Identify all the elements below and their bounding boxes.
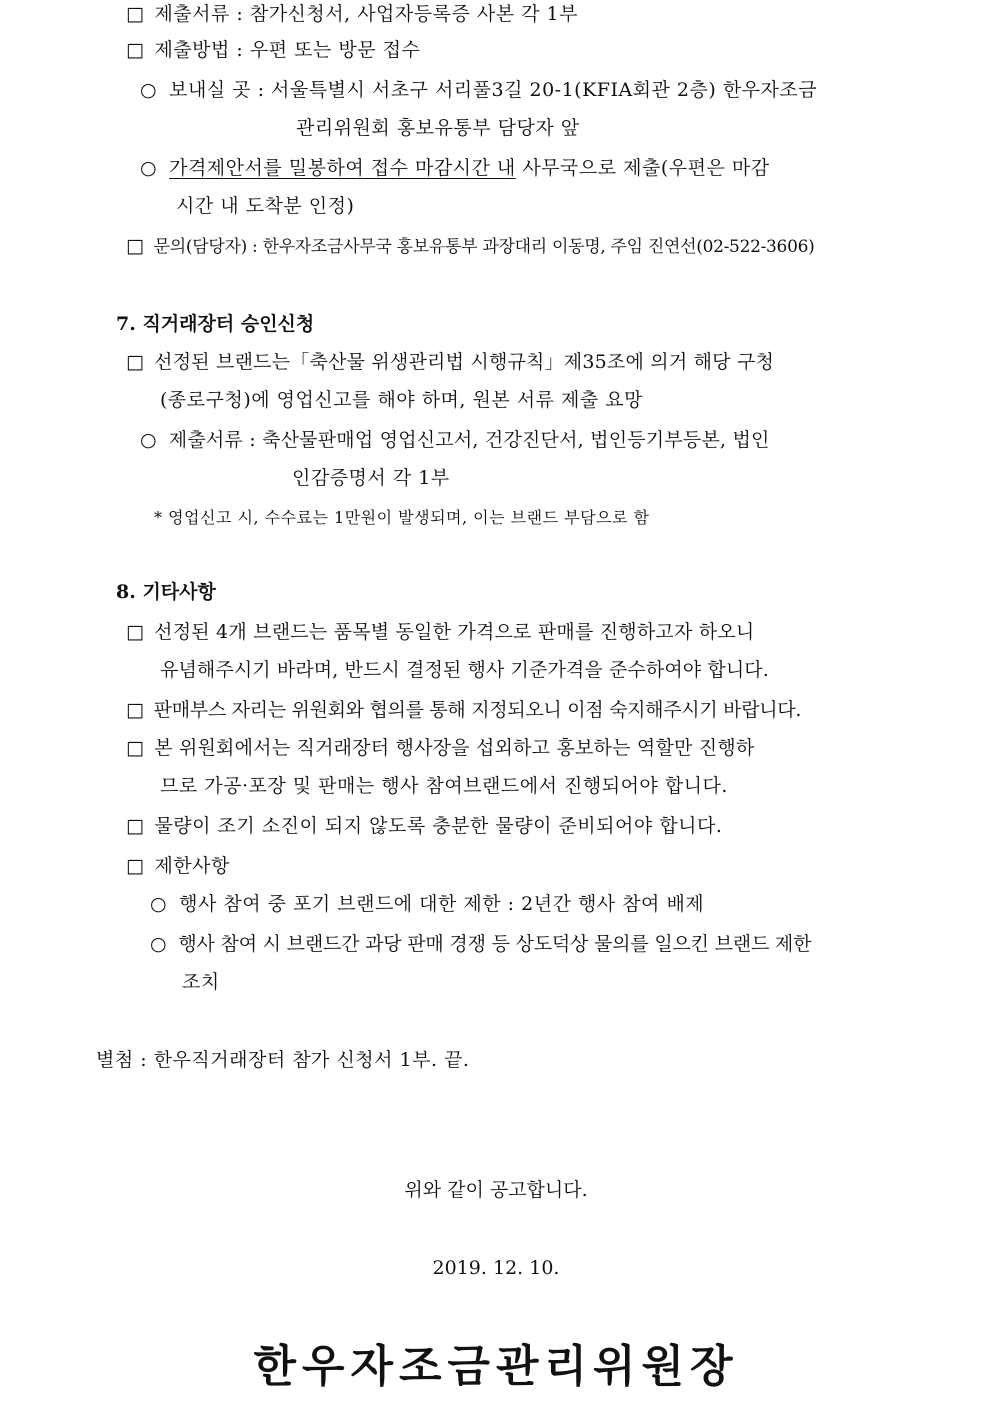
sub-item-approval-docs-cont: 인감증명서 각 1부 (292, 467, 450, 489)
section-8-title: 8. 기타사항 (116, 581, 216, 603)
item-text: 선정된 4개 브랜드는 품목별 동일한 가격으로 판매를 진행하고자 하오니 (154, 621, 755, 643)
sub-item-approval-docs (140, 426, 770, 454)
sub-item-submit-cont: 시간 내 도착분 인정) (176, 195, 355, 217)
attachment-note: 별첨 : 한우직거래장터 참가 신청서 1부. 끝. (96, 1049, 470, 1071)
circle-bullet-icon: ○ (150, 933, 167, 955)
list-item-approval-cont: (종로구청)에 영업신고를 해야 하며, 원본 서류 제출 요망 (160, 389, 643, 411)
notice-date: 2019. 12. 10. (432, 1257, 560, 1279)
item-text: 본 위원회에서는 직거래장터 행사장을 섭외하고 홍보하는 역할만 진행하 (154, 737, 755, 759)
item-text: 사무국으로 제출(우편은 마감 (515, 157, 770, 179)
item-text: 선정된 브랜드는「축산물 위생관리법 시행규칙」제35조에 의거 해당 구청 (154, 351, 775, 373)
checkbox-icon: □ (126, 815, 145, 837)
section-7-title: 7. 직거래장터 승인신청 (116, 313, 315, 335)
checkbox-icon: □ (126, 737, 145, 759)
checkbox-icon: □ (126, 235, 144, 257)
circle-bullet-icon: ○ (140, 157, 158, 179)
item-text: 행사 참여 시 브랜드간 과당 판매 경쟁 등 상도덕상 물의를 일으킨 브랜드 제한 (178, 933, 812, 955)
list-item-restrictions (126, 852, 230, 880)
item-text: 제출방법 : 우편 또는 방문 접수 (154, 39, 421, 61)
item-text: 보내실 곳 : 서울특별시 서초구 서리풀3길 20-1(KFIA회관 2층) 한우자조금 (169, 79, 818, 101)
underlined-text: 가격제안서를 밀봉하여 접수 마감시간 내 (169, 157, 516, 179)
closing-statement: 위와 같이 공고합니다. (404, 1179, 588, 1201)
item-text: 문의(담당자) : 한우자조금사무국 홍보유통부 과장대리 이동명, 주임 진연선(02-522-3606) (153, 237, 815, 257)
list-item-price-cont: 유념해주시기 바라며, 반드시 결정된 행사 기준가격을 준수하여야 합니다. (160, 659, 769, 681)
item-text: 제출서류 : 축산물판매업 영업신고서, 건강진단서, 법인등기부등본, 법인 (168, 429, 770, 451)
checkbox-icon: □ (126, 351, 145, 373)
item-text: 제출서류 : 참가신청서, 사업자등록증 사본 각 1부 (154, 3, 578, 25)
list-item-role (126, 734, 754, 762)
circle-bullet-icon: ○ (140, 79, 158, 101)
sub-item-withdraw (150, 890, 704, 918)
checkbox-icon: □ (126, 621, 145, 643)
sub-item-address-cont: 관리위원회 홍보유통부 담당자 앞 (296, 117, 580, 139)
item-text: 제한사항 (154, 855, 230, 877)
sub-item-competition-cont: 조치 (182, 971, 220, 993)
note-fee: * 영업신고 시, 수수료는 1만원이 발생되며, 이는 브랜드 부담으로 함 (154, 508, 650, 527)
list-item-quantity (126, 812, 722, 840)
sub-item-submit (140, 154, 770, 182)
item-text: 판매부스 자리는 위원회와 협의를 통해 지정되오니 이점 숙지해주시기 바랍니다. (153, 699, 802, 721)
list-item-role-cont: 므로 가공·포장 및 판매는 행사 참여브랜드에서 진행되어야 합니다. (160, 775, 728, 797)
list-item-contact (126, 232, 814, 261)
signature-title: 한우자조금관리위원장 (253, 1341, 739, 1392)
list-item-approval (126, 348, 774, 376)
sub-item-competition (150, 930, 811, 958)
checkbox-icon: □ (126, 855, 145, 877)
sub-item-address (140, 76, 817, 104)
item-text: 행사 참여 중 포기 브랜드에 대한 제한 : 2년간 행사 참여 배제 (179, 893, 705, 915)
list-item-method (126, 36, 420, 64)
checkbox-icon: □ (126, 39, 145, 61)
item-text: 물량이 조기 소진이 되지 않도록 충분한 물량이 준비되어야 합니다. (154, 815, 723, 837)
checkbox-icon: □ (126, 3, 145, 25)
list-item-docs (126, 0, 578, 28)
list-item-price (126, 618, 754, 646)
list-item-booth (126, 696, 801, 724)
circle-bullet-icon: ○ (140, 429, 157, 451)
circle-bullet-icon: ○ (150, 893, 168, 915)
checkbox-icon: □ (126, 699, 144, 721)
